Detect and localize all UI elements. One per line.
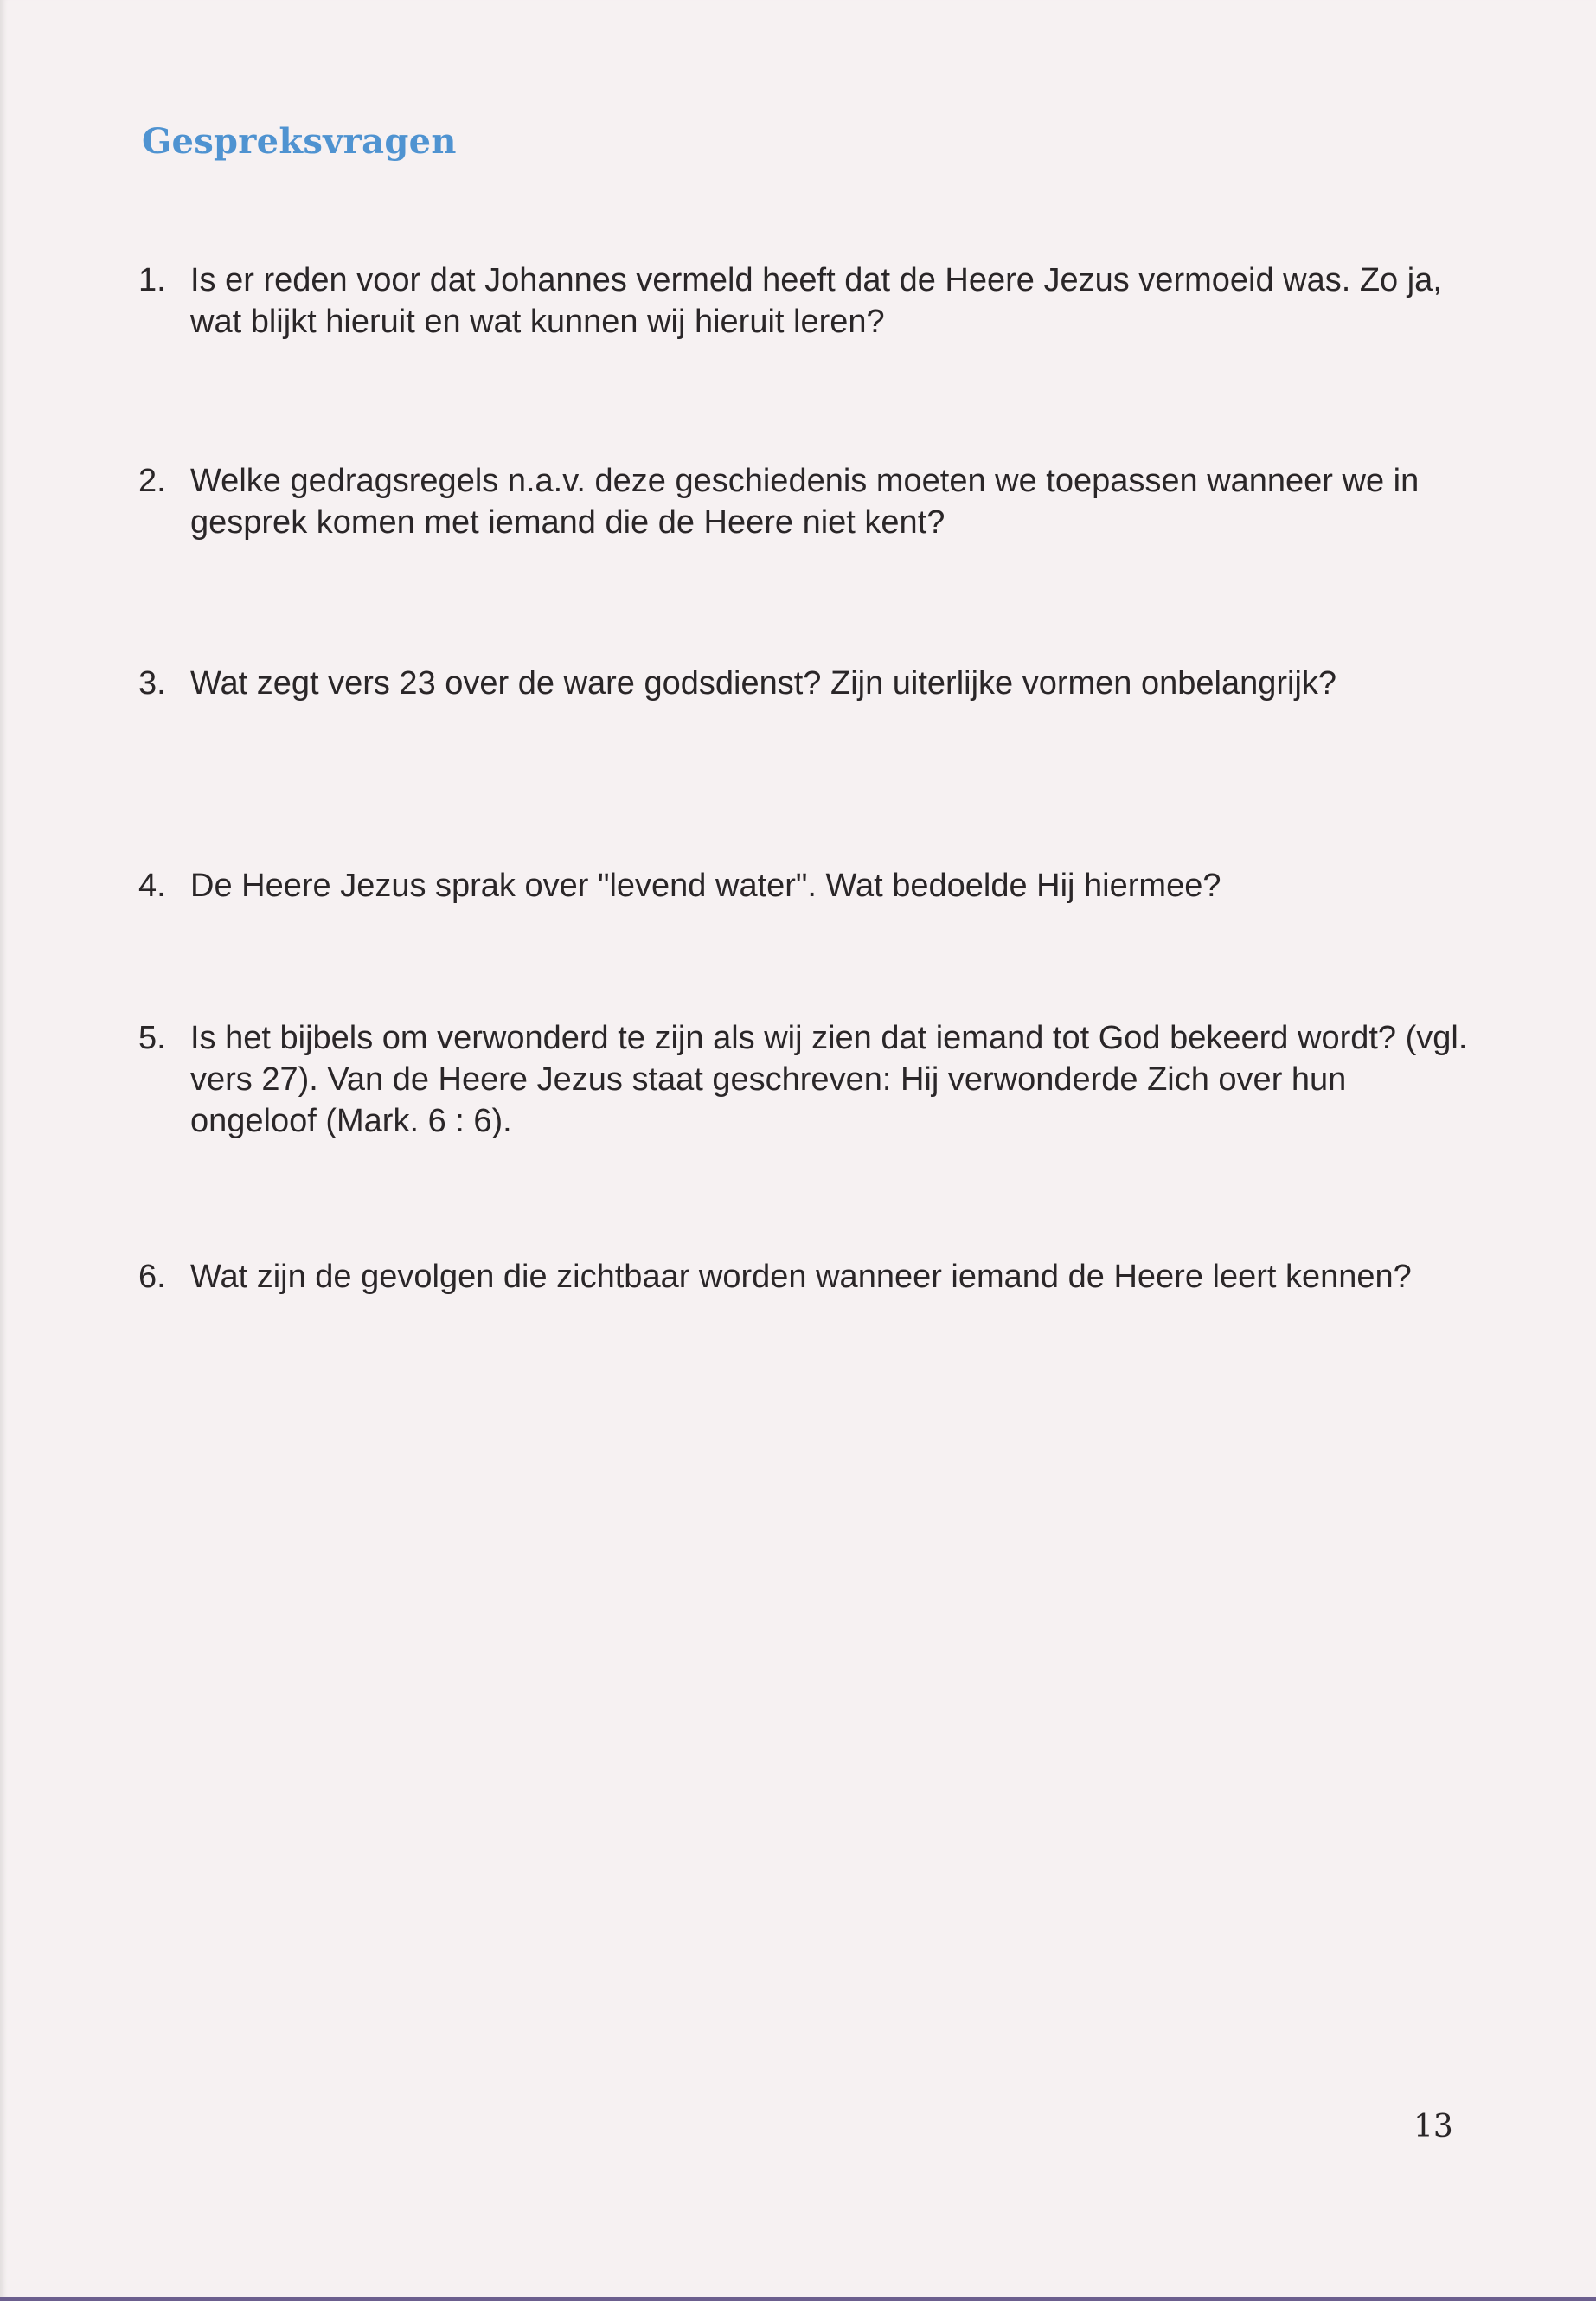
question-number: 2. <box>138 463 166 499</box>
question-text: De Heere Jezus sprak over "levend water". Wat bedoelde Hij hiermee? <box>190 868 1221 904</box>
question-text: Wat zijn de gevolgen die zichtbaar worden wanneer iemand de Heere leert kennen? <box>190 1259 1412 1295</box>
question-number: 6. <box>138 1259 166 1295</box>
question-number: 5. <box>138 1020 166 1056</box>
question-text: Is er reden voor dat Johannes vermeld heeft dat de Heere Jezus vermoeid was. Zo ja, wat blijkt hieruit en wat kunnen wij hieruit leren? <box>190 262 1442 340</box>
page-bottom-edge <box>0 2297 1596 2301</box>
question-item-3 <box>138 663 1471 704</box>
question-number: 3. <box>138 665 166 702</box>
page-number: 13 <box>1413 2109 1453 2144</box>
question-text: Is het bijbels om verwonderd te zijn als wij zien dat iemand tot God bekeerd wordt? (vgl. vers 27). Van de Heere Jezus staat geschreven: Hij verwonderde Zich over hun ongeloof (Mark. 6 : 6). <box>190 1020 1468 1139</box>
question-item-4 <box>138 865 1471 907</box>
question-item-5 <box>138 1017 1471 1142</box>
question-number: 4. <box>138 868 166 904</box>
page-title: Gespreksvragen <box>142 121 457 162</box>
question-number: 1. <box>138 262 166 298</box>
question-text: Welke gedragsregels n.a.v. deze geschiedenis moeten we toepassen wanneer we in gesprek komen met iemand die de Heere niet kent? <box>190 463 1420 541</box>
question-text: Wat zegt vers 23 over de ware godsdienst? Zijn uiterlijke vormen onbelangrijk? <box>190 665 1337 702</box>
question-item-2 <box>138 460 1471 543</box>
question-item-1 <box>138 260 1471 343</box>
question-item-6 <box>138 1256 1471 1298</box>
